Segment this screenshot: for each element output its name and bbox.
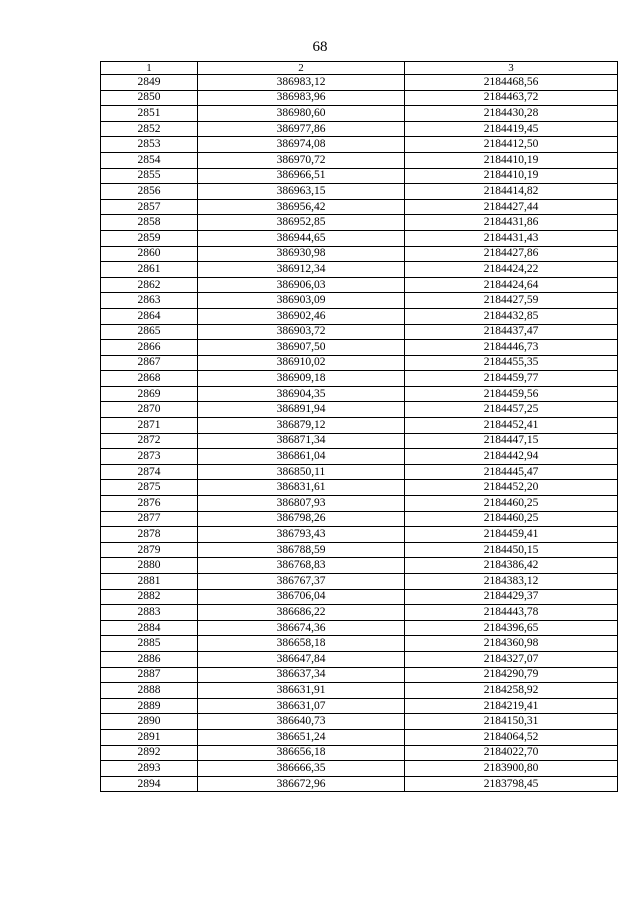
cell-point-number: 2852	[101, 121, 198, 137]
cell-point-number: 2894	[101, 776, 198, 792]
cell-x-coordinate: 386656,18	[198, 745, 405, 761]
table-row	[101, 605, 618, 621]
cell-x-coordinate: 386952,85	[198, 215, 405, 231]
cell-y-coordinate: 2184443,78	[405, 605, 618, 621]
cell-x-coordinate: 386930,98	[198, 246, 405, 262]
cell-x-coordinate: 386963,15	[198, 184, 405, 200]
cell-y-coordinate: 2184427,59	[405, 293, 618, 309]
column-header-x: 2	[198, 62, 405, 75]
cell-y-coordinate: 2184419,45	[405, 121, 618, 137]
column-header-point-number: 1	[101, 62, 198, 75]
cell-x-coordinate: 386970,72	[198, 152, 405, 168]
table-row	[101, 574, 618, 590]
cell-y-coordinate: 2184459,77	[405, 371, 618, 387]
cell-y-coordinate: 2184412,50	[405, 137, 618, 153]
cell-y-coordinate: 2184460,25	[405, 496, 618, 512]
coordinates-table	[100, 61, 618, 792]
cell-y-coordinate: 2184064,52	[405, 729, 618, 745]
cell-x-coordinate: 386980,60	[198, 106, 405, 122]
table-row	[101, 745, 618, 761]
table-row	[101, 308, 618, 324]
cell-y-coordinate: 2184022,70	[405, 745, 618, 761]
cell-x-coordinate: 386768,83	[198, 558, 405, 574]
table-row	[101, 542, 618, 558]
cell-point-number: 2858	[101, 215, 198, 231]
cell-x-coordinate: 386767,37	[198, 574, 405, 590]
cell-x-coordinate: 386686,22	[198, 605, 405, 621]
table-row	[101, 168, 618, 184]
cell-y-coordinate: 2184431,43	[405, 230, 618, 246]
table-row	[101, 137, 618, 153]
cell-y-coordinate: 2184452,41	[405, 418, 618, 434]
cell-y-coordinate: 2184432,85	[405, 308, 618, 324]
cell-point-number: 2883	[101, 605, 198, 621]
table-row	[101, 371, 618, 387]
cell-x-coordinate: 386983,12	[198, 75, 405, 91]
table-row	[101, 620, 618, 636]
table-row	[101, 480, 618, 496]
table-row	[101, 433, 618, 449]
page-number: 68	[312, 39, 328, 55]
cell-point-number: 2878	[101, 527, 198, 543]
cell-y-coordinate: 2184468,56	[405, 75, 618, 91]
table-row	[101, 761, 618, 777]
cell-point-number: 2889	[101, 698, 198, 714]
cell-y-coordinate: 2184410,19	[405, 168, 618, 184]
cell-point-number: 2885	[101, 636, 198, 652]
cell-y-coordinate: 2184442,94	[405, 449, 618, 465]
cell-point-number: 2851	[101, 106, 198, 122]
cell-point-number: 2861	[101, 262, 198, 278]
cell-y-coordinate: 2184327,07	[405, 651, 618, 667]
cell-x-coordinate: 386902,46	[198, 308, 405, 324]
cell-point-number: 2873	[101, 449, 198, 465]
cell-y-coordinate: 2184427,86	[405, 246, 618, 262]
cell-y-coordinate: 2184446,73	[405, 340, 618, 356]
table-row	[101, 558, 618, 574]
table-row	[101, 121, 618, 137]
cell-point-number: 2854	[101, 152, 198, 168]
cell-point-number: 2863	[101, 293, 198, 309]
cell-y-coordinate: 2184429,37	[405, 589, 618, 605]
cell-point-number: 2853	[101, 137, 198, 153]
cell-y-coordinate: 2184455,35	[405, 355, 618, 371]
cell-x-coordinate: 386651,24	[198, 729, 405, 745]
cell-point-number: 2891	[101, 729, 198, 745]
cell-x-coordinate: 386850,11	[198, 464, 405, 480]
cell-y-coordinate: 2184290,79	[405, 667, 618, 683]
cell-point-number: 2868	[101, 371, 198, 387]
cell-point-number: 2855	[101, 168, 198, 184]
header-row	[101, 62, 618, 75]
cell-y-coordinate: 2184460,25	[405, 511, 618, 527]
cell-y-coordinate: 2184431,86	[405, 215, 618, 231]
cell-y-coordinate: 2184430,28	[405, 106, 618, 122]
cell-y-coordinate: 2184386,42	[405, 558, 618, 574]
table-row	[101, 667, 618, 683]
cell-point-number: 2856	[101, 184, 198, 200]
table-row	[101, 418, 618, 434]
cell-x-coordinate: 386647,84	[198, 651, 405, 667]
cell-x-coordinate: 386658,18	[198, 636, 405, 652]
table-row	[101, 324, 618, 340]
cell-y-coordinate: 2184427,44	[405, 199, 618, 215]
table-row	[101, 246, 618, 262]
cell-y-coordinate: 2184450,15	[405, 542, 618, 558]
cell-point-number: 2876	[101, 496, 198, 512]
cell-point-number: 2893	[101, 761, 198, 777]
cell-x-coordinate: 386674,36	[198, 620, 405, 636]
cell-point-number: 2886	[101, 651, 198, 667]
cell-x-coordinate: 386983,96	[198, 90, 405, 106]
cell-x-coordinate: 386631,07	[198, 698, 405, 714]
table-row	[101, 340, 618, 356]
table-row	[101, 683, 618, 699]
cell-x-coordinate: 386907,50	[198, 340, 405, 356]
cell-x-coordinate: 386861,04	[198, 449, 405, 465]
cell-x-coordinate: 386807,93	[198, 496, 405, 512]
cell-point-number: 2864	[101, 308, 198, 324]
cell-point-number: 2871	[101, 418, 198, 434]
cell-y-coordinate: 2184424,64	[405, 277, 618, 293]
table-row	[101, 449, 618, 465]
cell-x-coordinate: 386977,86	[198, 121, 405, 137]
cell-point-number: 2870	[101, 402, 198, 418]
cell-y-coordinate: 2184150,31	[405, 714, 618, 730]
cell-point-number: 2874	[101, 464, 198, 480]
cell-x-coordinate: 386640,73	[198, 714, 405, 730]
table-row	[101, 651, 618, 667]
cell-point-number: 2872	[101, 433, 198, 449]
cell-x-coordinate: 386903,72	[198, 324, 405, 340]
cell-x-coordinate: 386706,04	[198, 589, 405, 605]
table-row	[101, 729, 618, 745]
cell-x-coordinate: 386966,51	[198, 168, 405, 184]
cell-y-coordinate: 2184447,15	[405, 433, 618, 449]
cell-x-coordinate: 386909,18	[198, 371, 405, 387]
cell-y-coordinate: 2184410,19	[405, 152, 618, 168]
cell-x-coordinate: 386637,34	[198, 667, 405, 683]
cell-point-number: 2887	[101, 667, 198, 683]
cell-y-coordinate: 2184360,98	[405, 636, 618, 652]
cell-point-number: 2857	[101, 199, 198, 215]
table-row	[101, 293, 618, 309]
cell-y-coordinate: 2184457,25	[405, 402, 618, 418]
cell-point-number: 2884	[101, 620, 198, 636]
cell-y-coordinate: 2183900,80	[405, 761, 618, 777]
cell-x-coordinate: 386944,65	[198, 230, 405, 246]
cell-point-number: 2865	[101, 324, 198, 340]
cell-x-coordinate: 386672,96	[198, 776, 405, 792]
cell-x-coordinate: 386891,94	[198, 402, 405, 418]
table-row	[101, 402, 618, 418]
table-row	[101, 262, 618, 278]
table-row	[101, 776, 618, 792]
cell-point-number: 2860	[101, 246, 198, 262]
cell-y-coordinate: 2184383,12	[405, 574, 618, 590]
table-row	[101, 511, 618, 527]
cell-point-number: 2882	[101, 589, 198, 605]
table-row	[101, 90, 618, 106]
table-row	[101, 75, 618, 91]
cell-y-coordinate: 2184459,56	[405, 386, 618, 402]
table-row	[101, 277, 618, 293]
cell-y-coordinate: 2184414,82	[405, 184, 618, 200]
cell-x-coordinate: 386974,08	[198, 137, 405, 153]
table-row	[101, 355, 618, 371]
cell-x-coordinate: 386666,35	[198, 761, 405, 777]
table-row	[101, 527, 618, 543]
cell-x-coordinate: 386956,42	[198, 199, 405, 215]
cell-x-coordinate: 386871,34	[198, 433, 405, 449]
cell-x-coordinate: 386631,91	[198, 683, 405, 699]
cell-y-coordinate: 2184437,47	[405, 324, 618, 340]
table-row	[101, 496, 618, 512]
table-row	[101, 714, 618, 730]
cell-x-coordinate: 386793,43	[198, 527, 405, 543]
cell-point-number: 2892	[101, 745, 198, 761]
cell-point-number: 2875	[101, 480, 198, 496]
cell-point-number: 2880	[101, 558, 198, 574]
cell-y-coordinate: 2184445,47	[405, 464, 618, 480]
cell-y-coordinate: 2184424,22	[405, 262, 618, 278]
cell-point-number: 2869	[101, 386, 198, 402]
table-row	[101, 199, 618, 215]
cell-x-coordinate: 386912,34	[198, 262, 405, 278]
cell-point-number: 2888	[101, 683, 198, 699]
cell-x-coordinate: 386788,59	[198, 542, 405, 558]
cell-point-number: 2881	[101, 574, 198, 590]
cell-x-coordinate: 386879,12	[198, 418, 405, 434]
table-header	[101, 62, 618, 75]
cell-point-number: 2849	[101, 75, 198, 91]
cell-y-coordinate: 2184219,41	[405, 698, 618, 714]
cell-point-number: 2867	[101, 355, 198, 371]
table-body	[101, 75, 618, 792]
cell-x-coordinate: 386904,35	[198, 386, 405, 402]
table-row	[101, 636, 618, 652]
cell-point-number: 2859	[101, 230, 198, 246]
cell-y-coordinate: 2184463,72	[405, 90, 618, 106]
table-row	[101, 589, 618, 605]
table-row	[101, 184, 618, 200]
cell-x-coordinate: 386798,26	[198, 511, 405, 527]
table-row	[101, 464, 618, 480]
cell-y-coordinate: 2184258,92	[405, 683, 618, 699]
cell-y-coordinate: 2184452,20	[405, 480, 618, 496]
cell-point-number: 2850	[101, 90, 198, 106]
cell-point-number: 2890	[101, 714, 198, 730]
cell-y-coordinate: 2183798,45	[405, 776, 618, 792]
table-row	[101, 230, 618, 246]
cell-x-coordinate: 386831,61	[198, 480, 405, 496]
table-row	[101, 106, 618, 122]
cell-x-coordinate: 386910,02	[198, 355, 405, 371]
table-row	[101, 698, 618, 714]
cell-x-coordinate: 386903,09	[198, 293, 405, 309]
table-row	[101, 152, 618, 168]
cell-point-number: 2879	[101, 542, 198, 558]
cell-x-coordinate: 386906,03	[198, 277, 405, 293]
cell-y-coordinate: 2184396,65	[405, 620, 618, 636]
cell-point-number: 2862	[101, 277, 198, 293]
table-row	[101, 215, 618, 231]
column-header-y: 3	[405, 62, 618, 75]
cell-point-number: 2866	[101, 340, 198, 356]
cell-y-coordinate: 2184459,41	[405, 527, 618, 543]
table-row	[101, 386, 618, 402]
cell-point-number: 2877	[101, 511, 198, 527]
